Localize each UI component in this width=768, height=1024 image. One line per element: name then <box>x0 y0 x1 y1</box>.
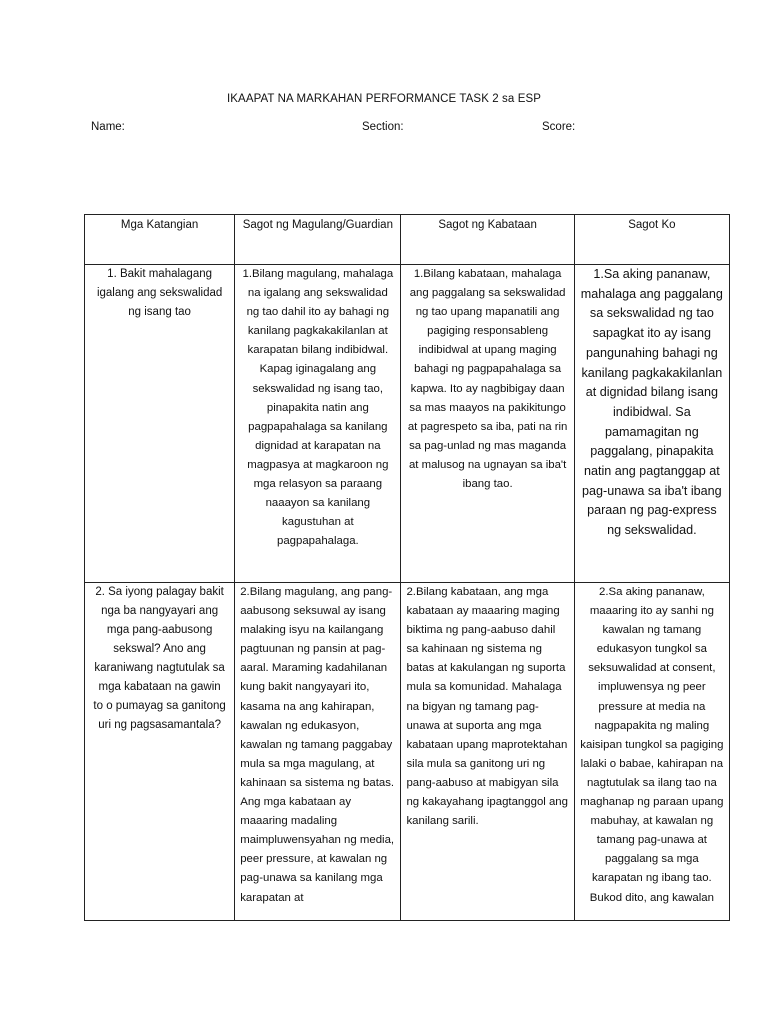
section-label: Section: <box>362 121 404 133</box>
youth-answer-cell <box>401 583 574 921</box>
my-answer-cell <box>574 583 729 921</box>
youth-answer-text: 2.Bilang kabataan, ang mga kabataan ay maaaring maging biktima ng pang-aabuso dahil sa kahinaan ng sistema ng batas at kakulangan ng suporta mula sa komunidad. Mahalaga na bigyan ng tamang pag-unawa at suporta ang mga kabataan upang maprotektahan sila mula sa ganitong uri ng pang-aabuso at mabigyan sila ng kakayahang ipagtanggol ang kanilang sarili. <box>406 586 568 828</box>
parent-answer-cell <box>235 265 401 583</box>
score-label: Score: <box>542 121 576 133</box>
question-cell <box>85 265 235 583</box>
header-cell <box>401 215 574 265</box>
parent-answer-cell <box>235 583 401 921</box>
header-sagot-ko: Sagot Ko <box>628 219 676 231</box>
table-row <box>85 265 730 583</box>
header-mga-katangian: Mga Katangian <box>120 219 199 231</box>
header-cell <box>574 215 729 265</box>
header-cell <box>85 215 235 265</box>
parent-answer-text: 2.Bilang magulang, ang pang-aabusong seksuwal ay isang malaking isyu na kailangang pagtuunan ng pansin at pag-aaral. Maraming kadahilanan kung bakit nangyayari ito, kasama na ang kahirapan, kawalan ng edukasyon, kawalan ng tamang paggabay mula sa mga magulang, at kahinaan sa sistema ng batas. Ang mga kabataan ay maaaring madaling maimpluwensyahan ng media, peer pressure, at kawalan ng pag-unawa sa kanilang mga karapatan at <box>240 586 395 904</box>
my-answer-cell <box>574 265 729 583</box>
question-text: 2. Sa iyong palagay bakit nga ba nangyayari ang mga pang-aabusong sekswal? Ano ang karaniwang nagtutulak sa mga kabataan na gawin to o pumayag sa ganitong uri ng pagsasamantala? <box>93 586 226 731</box>
table-row <box>85 583 730 921</box>
name-label: Name: <box>91 121 125 133</box>
parent-answer-text: 1.Bilang magulang, mahalaga na igalang ang sekswalidad ng tao dahil ito ay bahagi ng kanilang pagkakakilanlan at karapatan bilang indibidwal. Kapag iginagalang ang sekswalidad ng isang tao, pinapakita natin ang pagpapahalaga sa kanilang dignidad at karapatan na magpasya at magkaroon ng mga relasyon sa paraang naaayon sa kanilang kagustuhan at pagpapahalaga. <box>242 268 394 548</box>
header-cell <box>235 215 401 265</box>
my-answer-text: 2.Sa aking pananaw, maaaring ito ay sanhi ng kawalan ng tamang edukasyon tungkol sa seksuwalidad at consent, impluwensya ng peer pressure at media na nagpapakita ng maling kaisipan tungkol sa pagiging lalaki o babae, kahirapan na nagtutulak sa ilang tao na maghanap ng paraan upang mabuhay, at kawalan ng tamang pag-unawa at paggalang sa mga karapatan ng ibang tao. Bukod dito, ang kawalan <box>580 586 724 904</box>
youth-answer-text: 1.Bilang kabataan, mahalaga ang paggalang sa sekswalidad ng tao upang mapanatili ang pagiging responsableng indibidwal at upang maging bahagi ng pagpapahalaga sa kapwa. Ito ay nagbibigay daan sa mas maayos na pakikitungo at pagrespeto sa iba, pati na rin sa pag-unlad ng mas maganda at malusog na ugnayan sa iba't ibang tao. <box>407 268 568 491</box>
header-sagot-kabataan: Sagot ng Kabataan <box>438 219 537 231</box>
document-title: IKAAPAT NA MARKAHAN PERFORMANCE TASK 2 sa ESP <box>226 93 542 105</box>
question-text: 1. Bakit mahalagang igalang ang sekswalidad ng isang tao <box>96 268 223 318</box>
performance-task-table <box>84 214 730 921</box>
question-cell <box>85 583 235 921</box>
youth-answer-cell <box>401 265 574 583</box>
header-sagot-magulang: Sagot ng Magulang/Guardian <box>242 219 393 231</box>
table-header-row <box>85 215 730 265</box>
my-answer-text: 1.Sa aking pananaw, mahalaga ang paggalang sa sekswalidad ng tao sapagkat ito ay isang pangunahing bahagi ng kanilang pagkakakilanlan at dignidad bilang isang indibidwal. Sa pamamagitan ng paggalang, pinapakita natin ang pagtanggap at pag-unawa sa iba't ibang paraan ng pag-express ng sekswalidad. <box>580 267 723 538</box>
